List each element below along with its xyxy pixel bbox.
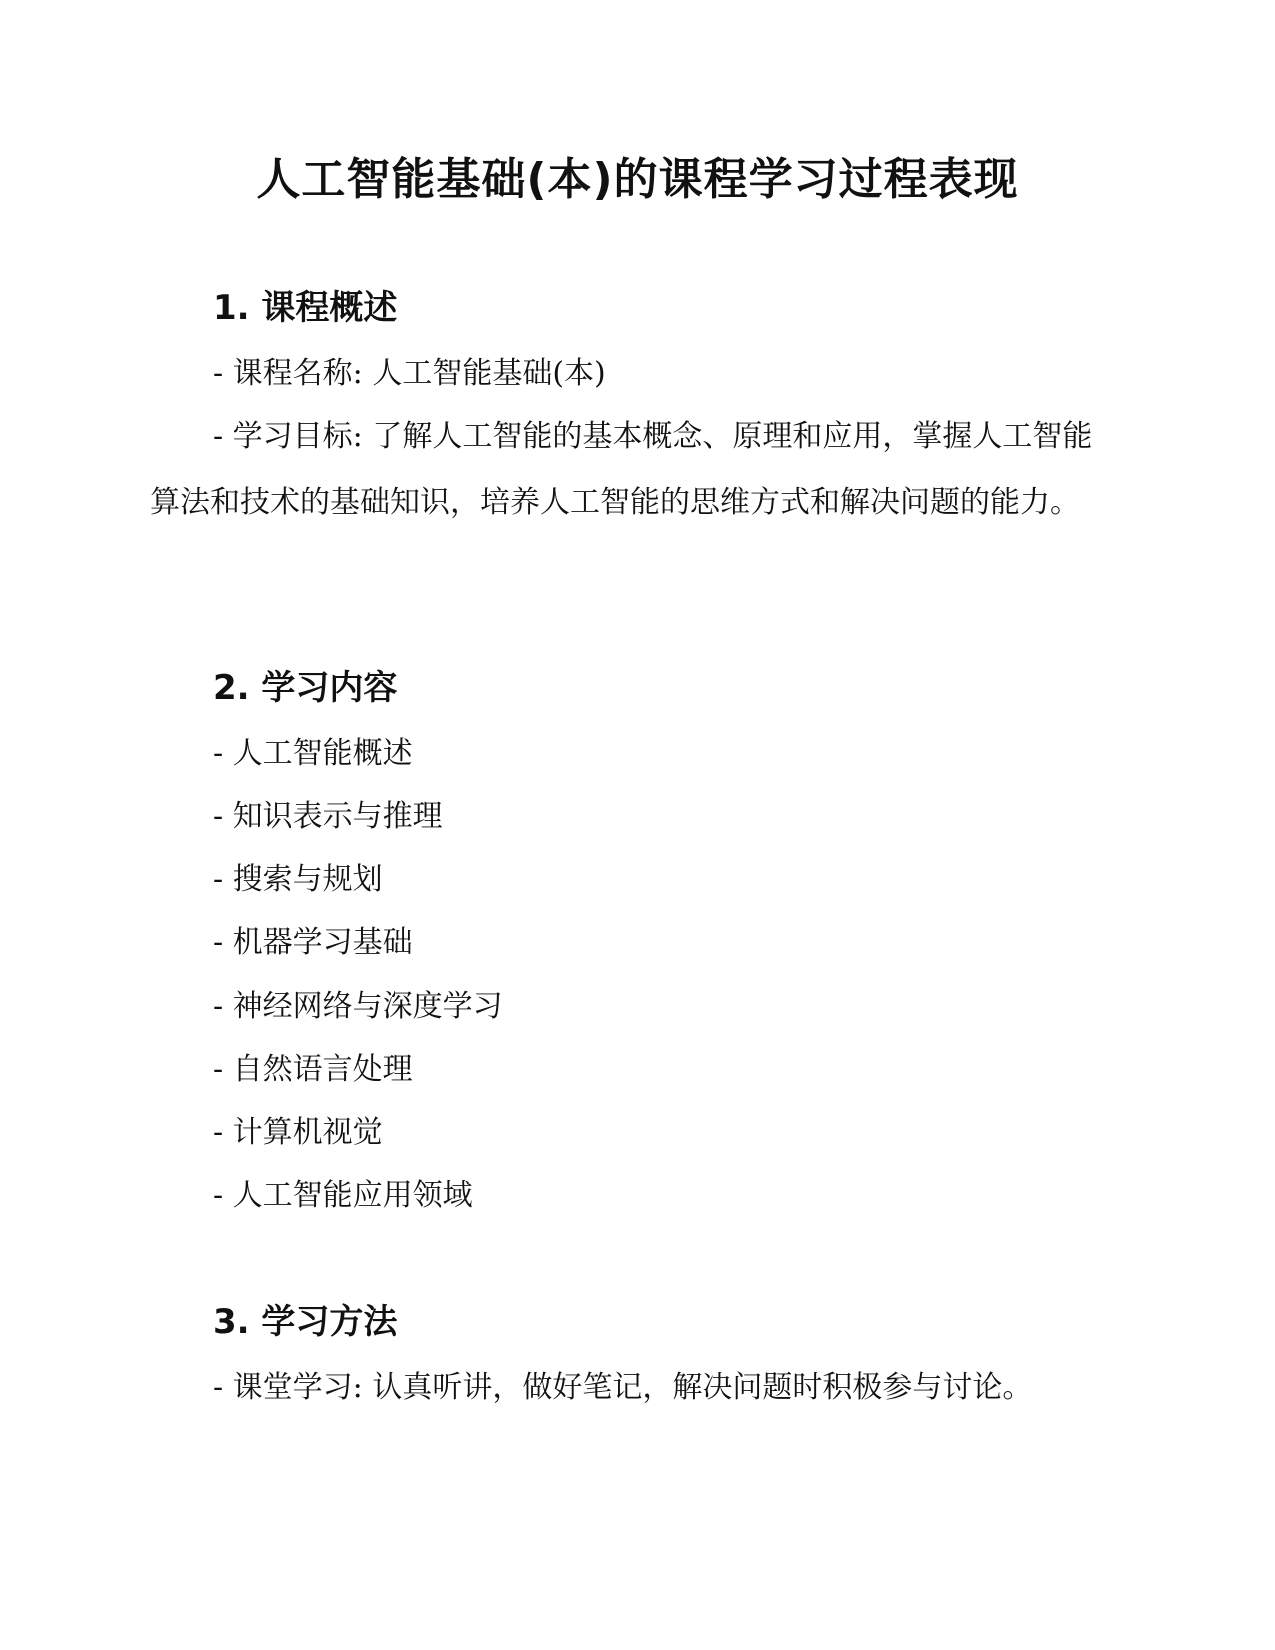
content-list-item: - 知识表示与推理 (213, 799, 443, 834)
content-list-item: - 神经网络与深度学习 (213, 989, 503, 1024)
document-title: 人工智能基础(本)的课程学习过程表现 (256, 154, 1019, 205)
course-name-line: - 课程名称: 人工智能基础(本) (213, 356, 606, 391)
section-heading-methods: 3. 学习方法 (213, 1302, 398, 1342)
section-heading-overview: 1. 课程概述 (213, 288, 398, 328)
content-list-item: - 搜索与规划 (213, 862, 383, 897)
content-list-item: - 人工智能概述 (213, 736, 413, 771)
content-list-item: - 自然语言处理 (213, 1052, 413, 1087)
content-list-item: - 计算机视觉 (213, 1115, 383, 1150)
learning-objective-paragraph: - 学习目标: 了解人工智能的基本概念、原理和应用，掌握人工智能算法和技术的基础知识，培养人工智能的思维方式和解决问题的能力。 (150, 419, 1093, 520)
section-heading-content: 2. 学习内容 (213, 668, 398, 708)
content-list-item: - 人工智能应用领域 (213, 1178, 473, 1213)
method-list-item: - 课堂学习: 认真听讲，做好笔记，解决问题时积极参与讨论。 (213, 1370, 1033, 1405)
content-list-item: - 机器学习基础 (213, 925, 413, 960)
